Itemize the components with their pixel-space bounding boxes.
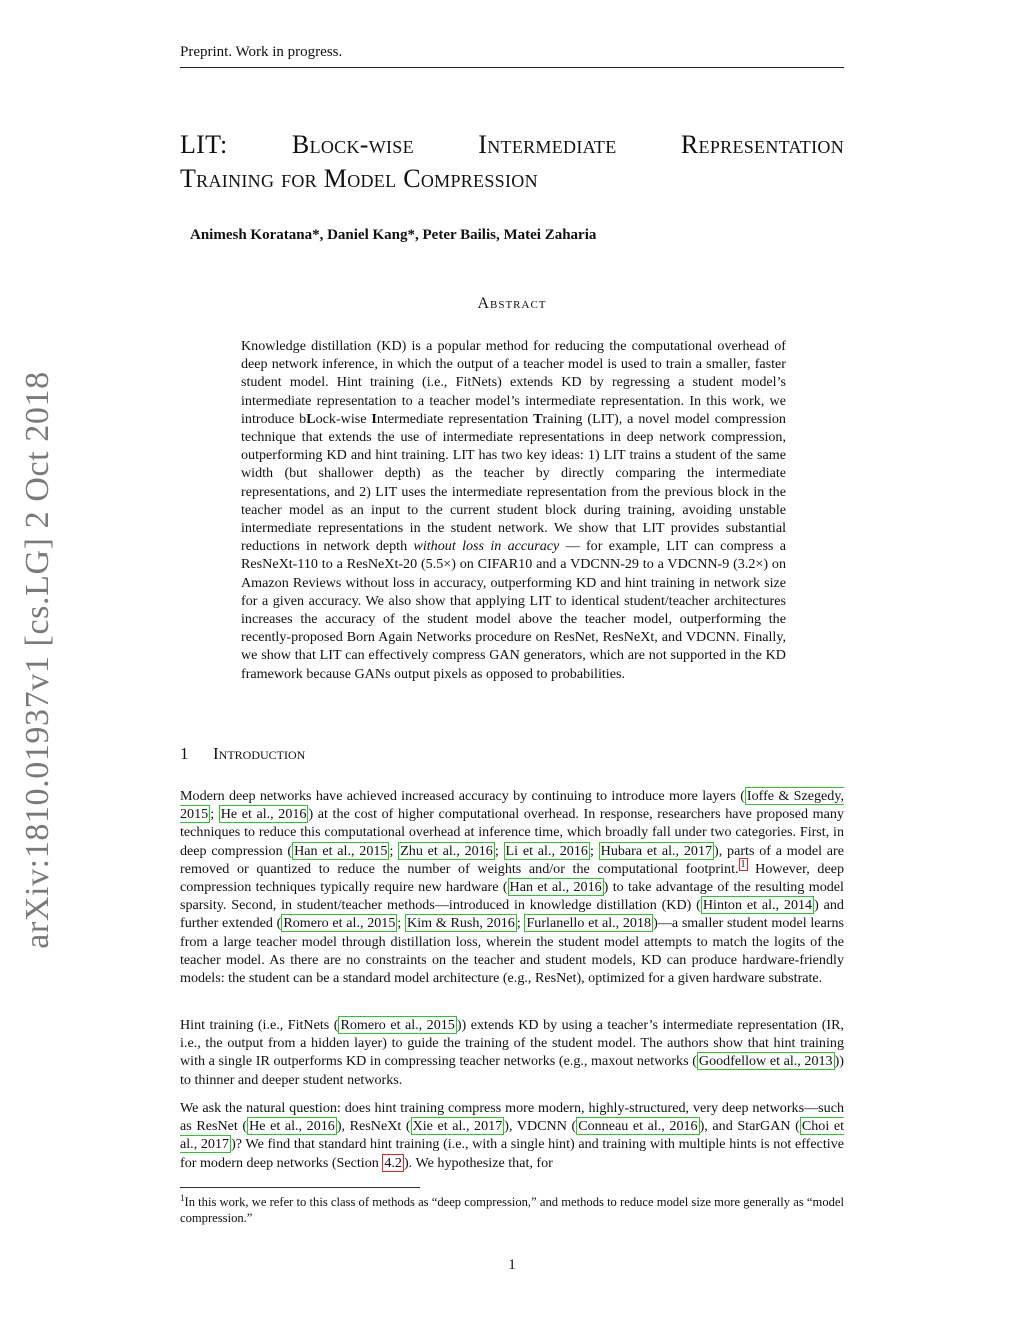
title-word: Intermediate: [478, 130, 617, 159]
citation-link[interactable]: He et al., 2016: [249, 1118, 335, 1135]
citation-link[interactable]: Han et al., 2015: [294, 842, 388, 859]
abstract-bold-letter: I: [371, 410, 377, 427]
title-word: LIT:: [180, 130, 228, 159]
body-text: )? We find that standard hint training (i.e., with a single hint) and training with multiple hints is not effective for modern deep networks (Section: [180, 1136, 844, 1171]
body-text: ;: [494, 842, 504, 859]
body-text: ;: [389, 842, 399, 859]
body-text: ), and StarGAN (: [699, 1118, 800, 1135]
abstract-text: Knowledge distillation (KD) is a popular method for reducing the computational overhead of deep network inference, in which the output of a teacher model is used to train a smaller, faster student model. Hint training (i.e., FitNets) extends KD by regressing a student model’s intermediate representation to a teacher model’s intermediate representation. In this work, we introduce b: [241, 338, 786, 427]
section-reference-link[interactable]: 4.2: [384, 1154, 402, 1171]
body-text: )) to thinner and deeper student networks.: [180, 1053, 844, 1088]
citation-link[interactable]: Han et al., 2016: [509, 879, 602, 896]
abstract-bold-letter: T: [533, 410, 543, 427]
arxiv-sidebar: [8, 360, 68, 960]
body-text: ;: [210, 806, 219, 823]
footnote-mark: 1: [180, 1193, 185, 1203]
section-heading: [180, 744, 305, 764]
citation-link[interactable]: Hinton et al., 2014: [702, 897, 813, 914]
body-text: We ask the natural question: does hint training compress more modern, highly-structured, very deep networks—such as ResNet (: [180, 1100, 844, 1135]
paper-title: [180, 128, 844, 196]
body-text: ;: [516, 915, 525, 932]
intro-paragraph-1: [180, 787, 844, 987]
arxiv-identifier: arXiv:1810.01937v1 [cs.LG] 2 Oct 2018: [19, 371, 56, 949]
title-word: Block-wise: [291, 130, 414, 159]
body-text: ), VDCNN (: [504, 1118, 577, 1135]
footnote-rule: [180, 1187, 420, 1188]
citation-link[interactable]: Goodfellow et al., 2013: [698, 1053, 833, 1070]
section-title: Introduction: [213, 744, 306, 763]
body-text: ), ResNeXt (: [336, 1118, 411, 1135]
title-line-2: Training for Model Compression: [180, 164, 538, 193]
body-text: ), parts of a model are removed or quantized to reduce the number of weights and/or the computational footprint.: [180, 842, 844, 877]
body-text: ;: [397, 915, 406, 932]
citation-link[interactable]: Kim & Rush, 2016: [407, 915, 515, 932]
abstract-body: [241, 337, 786, 683]
body-text: )) extends KD by using a teacher’s intermediate representation (IR, i.e., the output from a hidden layer) to guide the training of the student model. The authors show that hint training with a single IR outperforms KD in compressing teacher networks (e.g., maxout networks (: [180, 1017, 844, 1070]
body-text: Modern deep networks have achieved increased accuracy by continuing to introduce more layers (: [180, 788, 745, 804]
citation-link[interactable]: Romero et al., 2015: [283, 915, 396, 932]
citation-link[interactable]: Furlanello et al., 2018: [526, 915, 652, 932]
citation-link[interactable]: Ioffe & Szegedy, 2015: [180, 788, 844, 823]
body-text: ) at the cost of higher computational overhead. In response, researchers have proposed many techniques to reduce this computational overhead at inference time, which broadly fall under two categories. First, in deep compression (: [180, 806, 844, 859]
citation-link[interactable]: Conneau et al., 2016: [578, 1118, 698, 1135]
body-text: ) and further extended (: [180, 897, 844, 932]
body-text: ;: [589, 842, 599, 859]
abstract-text: — for example, LIT can compress a ResNeXt-110 to a ResNeXt-20 (5.5×) on CIFAR10 and a VDCNN-29 to a VDCNN-9 (3.2×) on Amazon Reviews without loss in accuracy, outperforming KD and hint training in network size for a given accuracy. We also show that applying LIT to identical student/teacher architectures increases the accuracy of the student model above the teacher model, outperforming the recently-proposed Born Again Networks procedure on ResNet, ResNeXt, and VDCNN. Finally, we show that LIT can effectively compress GAN generators, which are not supported in the KD framework because GANs output pixels as opposed to probabilities.: [241, 538, 786, 682]
abstract-bold-letter: L: [306, 410, 316, 427]
citation-link[interactable]: Li et al., 2016: [505, 842, 588, 859]
intro-paragraph-3: [180, 1099, 844, 1172]
section-number: 1: [180, 744, 189, 763]
body-text: ) to take advantage of the resulting model sparsity. Second, in student/teacher methods—introduced in knowledge distillation (KD) (: [180, 879, 844, 914]
abstract-italic: without loss in accuracy: [413, 538, 560, 555]
title-line-1: [180, 128, 844, 162]
body-text: )—a smaller student model learns from a large teacher model through distillation loss, wherein the student model attempts to match the logits of the teacher model. As there are no constraints on the teacher and student models, KD can produce hardware-friendly models: the student can be a standard model architecture (e.g., ResNet), optimized for a given hardware substrate.: [180, 915, 844, 987]
abstract-heading: Abstract: [477, 295, 547, 312]
author-list: Animesh Koratana*, Daniel Kang*, Peter Bailis, Matei Zaharia: [190, 227, 597, 243]
abstract-text: ock-wise: [315, 410, 372, 427]
citation-link[interactable]: Xie et al., 2017: [412, 1118, 503, 1135]
citation-link[interactable]: Hubara et al., 2017: [600, 842, 713, 859]
running-head: Preprint. Work in progress.: [180, 44, 844, 68]
citation-link[interactable]: Choi et al., 2017: [180, 1118, 845, 1153]
abstract-text: raining (LIT), a novel model compression technique that extends the use of intermediate representations in deep network compression, outperforming KD and hint training. LIT has two key ideas: 1) LIT trains a student of the same width (but shallower depth) as the teacher by directly comparing the intermediate representations, and 2) LIT uses the intermediate representation from the previous block in the teacher model as an input to the current student block during training, avoiding unstable intermediate representations in the student network. We show that LIT provides substantial reductions in network depth: [241, 410, 786, 555]
citation-link[interactable]: He et al., 2016: [220, 806, 307, 823]
page-number: 1: [508, 1257, 516, 1273]
body-text: ). We hypothesize that, for: [403, 1154, 553, 1171]
footnote-text: In this work, we refer to this class of methods as “deep compression,” and methods to reduce model size more generally as “model compression.”: [180, 1195, 844, 1226]
abstract-text: ntermediate representation: [376, 410, 534, 427]
title-word: Representation: [680, 130, 844, 159]
body-text: However, deep compression techniques typically require new hardware (: [180, 860, 845, 896]
footnote-marker-link[interactable]: 1: [740, 859, 746, 871]
intro-paragraph-2: [180, 1016, 844, 1089]
footnote: [180, 1190, 844, 1226]
body-text: Hint training (i.e., FitNets (: [180, 1017, 339, 1033]
citation-link[interactable]: Romero et al., 2015: [340, 1017, 455, 1033]
citation-link[interactable]: Zhu et al., 2016: [400, 842, 493, 859]
